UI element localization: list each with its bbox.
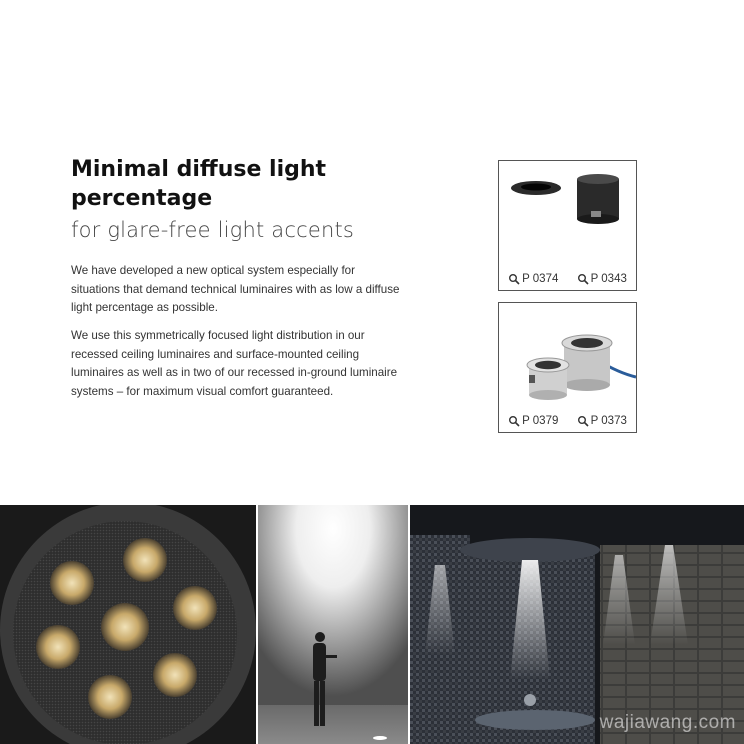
search-icon: [508, 415, 520, 427]
photo-strip: [0, 505, 744, 744]
product-image-recessed: [499, 161, 636, 266]
search-icon: [508, 273, 520, 285]
product-image-inground: [499, 303, 636, 408]
light-beam-image: [258, 505, 408, 744]
led-array-image: [0, 505, 256, 744]
product-box-2: [498, 302, 637, 433]
product-link-b[interactable]: [577, 273, 627, 285]
photo-light-beam: [258, 505, 408, 744]
shower-room-image: [410, 505, 744, 744]
product-box-1: [498, 160, 637, 291]
heading-subtitle: for glare-free light accents: [71, 218, 355, 242]
body-paragraph-2: We use this symmetrically focused light distribution in our recessed ceiling luminaires and surface-mounted ceiling luminaires as well as in two of our recessed in-ground luminaire systems – for maximum visual comfort guaranteed.: [71, 329, 398, 398]
body-paragraph-1: We have developed a new optical system especially for situations that demand technical luminaires with as low a diffuse light percentage as possible.: [71, 264, 400, 315]
heading-line-2: percentage: [71, 186, 213, 211]
product-link-a[interactable]: [508, 273, 558, 285]
product-link-a[interactable]: [508, 415, 558, 427]
product-code: P 0343: [590, 273, 627, 285]
heading-line-1: Minimal diffuse light: [71, 157, 327, 182]
search-icon: [577, 415, 589, 427]
product-code: P 0379: [522, 415, 559, 427]
product-code: P 0374: [522, 273, 559, 285]
photo-led-closeup: [0, 505, 256, 744]
product-link-b[interactable]: [577, 415, 627, 427]
photo-shower-room: [410, 505, 744, 744]
search-icon: [577, 273, 589, 285]
watermark: wajiawang.com: [599, 712, 736, 733]
heading-title: [71, 155, 431, 213]
product-code: P 0373: [590, 415, 627, 427]
